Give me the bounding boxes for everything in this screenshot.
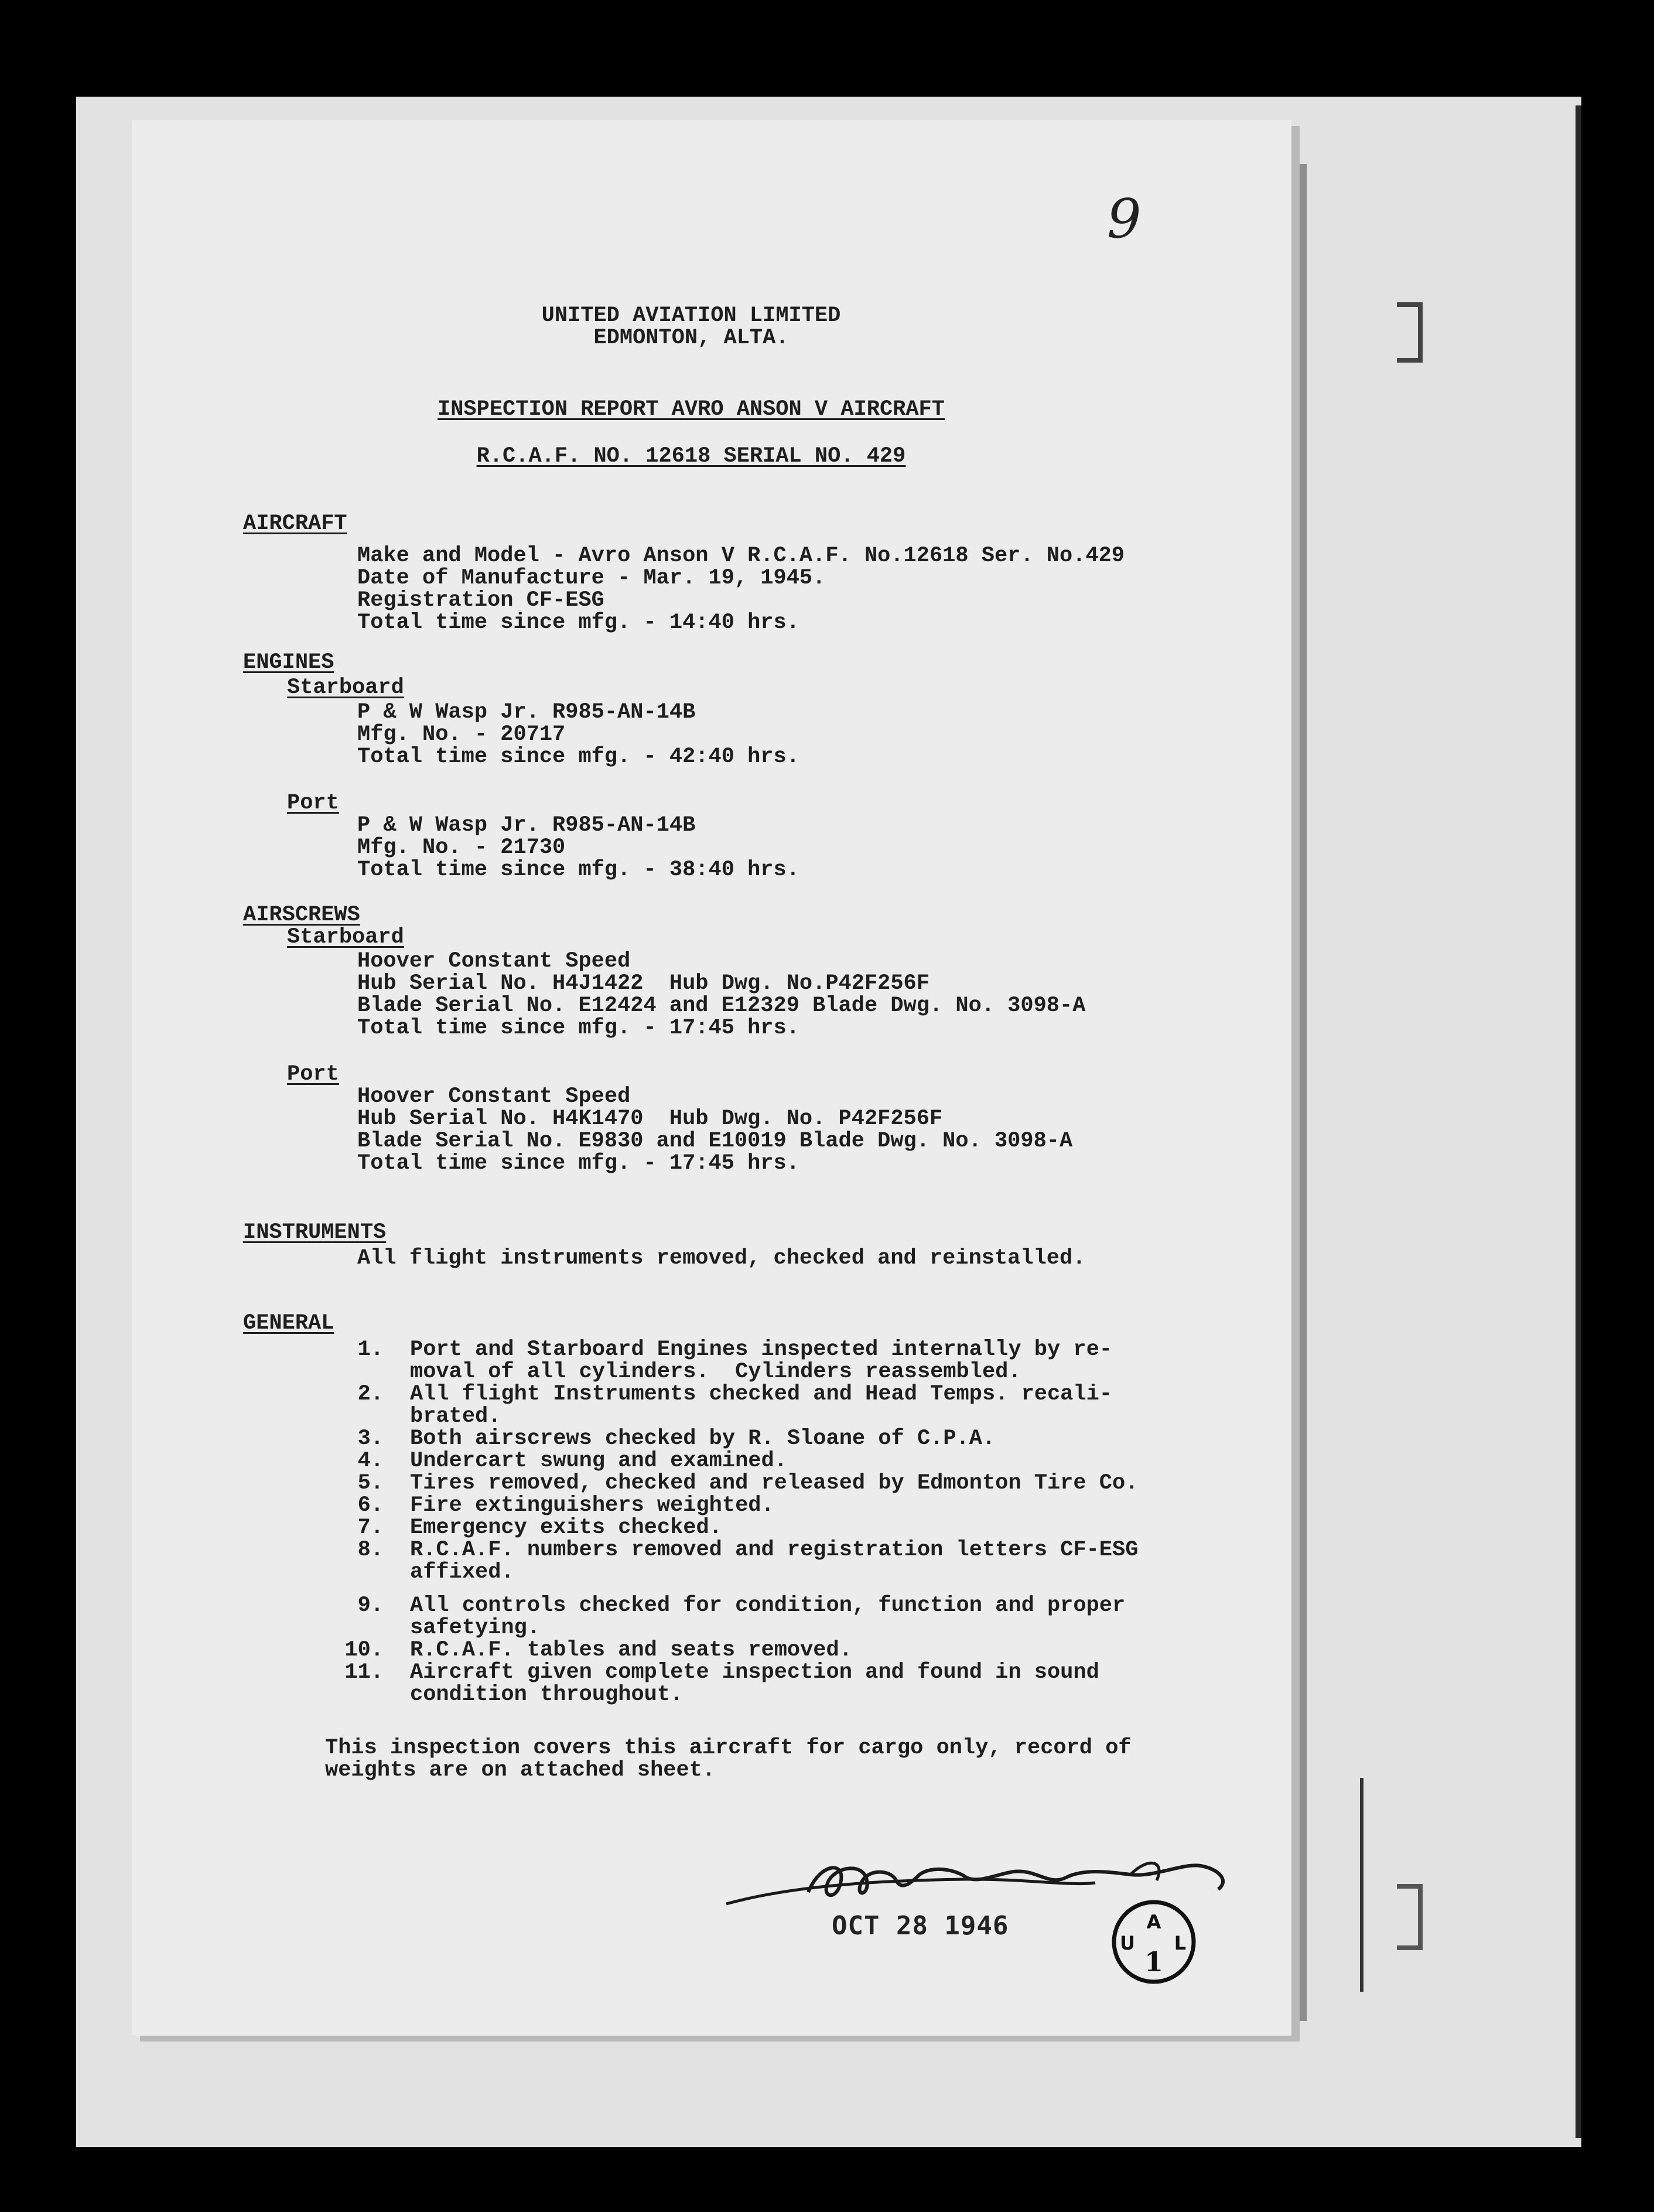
general-item-number: 3.	[357, 1426, 384, 1451]
general-item-text: Port and Starboard Engines inspected internally by re-	[410, 1337, 1112, 1362]
airscrews-port-label: Port	[287, 1062, 339, 1087]
airscrew-line: Blade Serial No. E12424 and E12329 Blade Dwg. No. 3098-A	[357, 994, 1086, 1018]
sheet-shadow-edge	[1291, 164, 1307, 2021]
engine-line: Mfg. No. - 21730	[357, 835, 566, 860]
aircraft-line: Total time since mfg. - 14:40 hrs.	[357, 610, 799, 635]
aircraft-line: Date of Manufacture - Mar. 19, 1945.	[357, 566, 826, 590]
general-item-text: Both airscrews checked by R. Sloane of C.P.A.	[410, 1426, 996, 1451]
general-item-number: 11.	[344, 1660, 384, 1685]
airscrew-line: Total time since mfg. - 17:45 hrs.	[357, 1151, 799, 1176]
instruments-line: All flight instruments removed, checked and reinstalled.	[357, 1246, 1086, 1271]
closing-statement: weights are on attached sheet.	[325, 1758, 716, 1783]
engine-line: Mfg. No. - 20717	[357, 722, 566, 747]
margin-line	[1356, 1775, 1368, 1998]
company-location: EDMONTON, ALTA.	[593, 326, 789, 350]
general-item-number: 6.	[357, 1493, 384, 1518]
general-item-text: Emergency exits checked.	[410, 1515, 722, 1540]
airscrew-line: Hub Serial No. H4K1470 Hub Dwg. No. P42F256F	[357, 1107, 943, 1131]
general-item-text: moval of all cylinders. Cylinders reassembled.	[410, 1360, 1021, 1384]
received-date-stamp: OCT 28 1946	[832, 1911, 1009, 1941]
general-item-text: Tires removed, checked and released by Edmonton Tire Co.	[410, 1471, 1139, 1496]
closing-statement: This inspection covers this aircraft for cargo only, record of	[325, 1736, 1132, 1760]
engines-port-label: Port	[287, 791, 339, 815]
seal-letter-a: A	[1146, 1911, 1161, 1933]
engines-starboard-label: Starboard	[287, 675, 404, 700]
seal-letter-u: U	[1120, 1932, 1135, 1954]
airscrew-line: Hub Serial No. H4J1422 Hub Dwg. No.P42F256F	[357, 971, 929, 996]
general-item-number: 4.	[357, 1449, 384, 1473]
engine-line: P & W Wasp Jr. R985-AN-14B	[357, 813, 696, 838]
seal-number: 1	[1144, 1946, 1164, 1978]
general-item-text: All flight Instruments checked and Head Temps. recali-	[410, 1382, 1112, 1407]
general-item-number: 7.	[357, 1515, 384, 1540]
seal-letter-l: L	[1174, 1932, 1187, 1954]
engines-heading: ENGINES	[243, 650, 334, 675]
general-item-text: Undercart swung and examined.	[410, 1449, 787, 1473]
company-name: UNITED AVIATION LIMITED	[541, 303, 841, 328]
airscrews-heading: AIRSCREWS	[243, 903, 360, 927]
general-item-text: R.C.A.F. numbers removed and registration letters CF-ESG	[410, 1538, 1139, 1562]
general-item-text: R.C.A.F. tables and seats removed.	[410, 1638, 852, 1663]
general-item-number: 2.	[357, 1382, 384, 1407]
engine-line: Total time since mfg. - 42:40 hrs.	[357, 745, 799, 769]
general-item-number: 10.	[344, 1638, 384, 1663]
general-item-text: brated.	[410, 1404, 501, 1429]
general-item-text: Fire extinguishers weighted.	[410, 1493, 774, 1518]
general-item-text: All controls checked for condition, function and proper	[410, 1593, 1126, 1618]
general-item-text: condition throughout.	[410, 1682, 684, 1707]
general-item-text: safetying.	[410, 1616, 541, 1640]
general-item-number: 5.	[357, 1471, 384, 1496]
general-item-number: 9.	[357, 1593, 384, 1618]
general-item-number: 1.	[357, 1337, 384, 1362]
airscrew-line: Blade Serial No. E9830 and E10019 Blade Dwg. No. 3098-A	[357, 1129, 1073, 1153]
general-item-text: affixed.	[410, 1560, 514, 1585]
general-heading: GENERAL	[243, 1311, 334, 1336]
bracket-mark-bottom	[1394, 1883, 1429, 1954]
instruments-heading: INSTRUMENTS	[243, 1220, 387, 1245]
engine-line: Total time since mfg. - 38:40 hrs.	[357, 858, 799, 882]
engine-line: P & W Wasp Jr. R985-AN-14B	[357, 700, 696, 725]
airscrew-line: Total time since mfg. - 17:45 hrs.	[357, 1016, 799, 1040]
report-subtitle: R.C.A.F. NO. 12618 SERIAL NO. 429	[476, 444, 906, 469]
general-item-number: 8.	[357, 1538, 384, 1562]
mount-frame-right	[1576, 105, 1581, 2138]
general-item-text: Aircraft given complete inspection and found in sound	[410, 1660, 1099, 1685]
aircraft-line: Make and Model - Avro Anson V R.C.A.F. No.12618 Ser. No.429	[357, 544, 1125, 568]
handwritten-signature	[720, 1845, 1289, 1916]
report-title: INSPECTION REPORT AVRO ANSON V AIRCRAFT	[438, 397, 945, 422]
aircraft-line: Registration CF-ESG	[357, 588, 604, 613]
page-number: 9	[1107, 187, 1142, 250]
airscrew-line: Hoover Constant Speed	[357, 1084, 631, 1109]
ual-seal-stamp	[1110, 1898, 1198, 1986]
bracket-mark-top	[1394, 302, 1429, 366]
airscrews-starboard-label: Starboard	[287, 925, 404, 950]
airscrew-line: Hoover Constant Speed	[357, 949, 631, 974]
aircraft-heading: AIRCRAFT	[243, 511, 347, 536]
